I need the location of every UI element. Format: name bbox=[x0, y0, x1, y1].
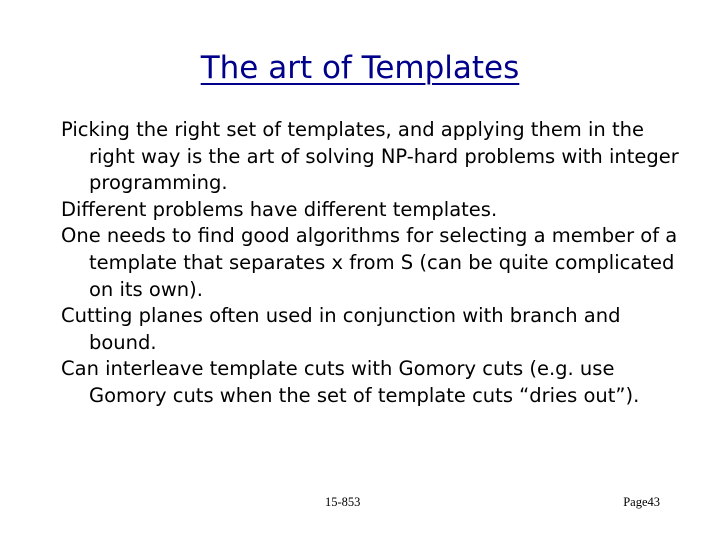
bullet-item: Different problems have different templates. bbox=[61, 197, 498, 221]
bullet-item: Picking the right set of templates, and applying them in the right way is the art of solving NP-hard problems with integer programming. bbox=[61, 118, 679, 195]
footer-page-number: Page43 bbox=[623, 495, 660, 509]
bullet-list bbox=[61, 117, 691, 410]
slide-title bbox=[0, 48, 720, 88]
bullet-item: Cutting planes often used in conjunction with branch and bound. bbox=[61, 304, 621, 354]
bullet-item: One needs to find good algorithms for selecting a member of a template that separates x from S (can be quite complicated on its own). bbox=[61, 224, 678, 301]
bullet-item: Can interleave template cuts with Gomory cuts (e.g. use Gomory cuts when the set of template cuts “dries out”). bbox=[61, 357, 640, 407]
slide-title-text: The art of Templates bbox=[200, 50, 520, 86]
footer-course-number: 15-853 bbox=[325, 495, 361, 509]
